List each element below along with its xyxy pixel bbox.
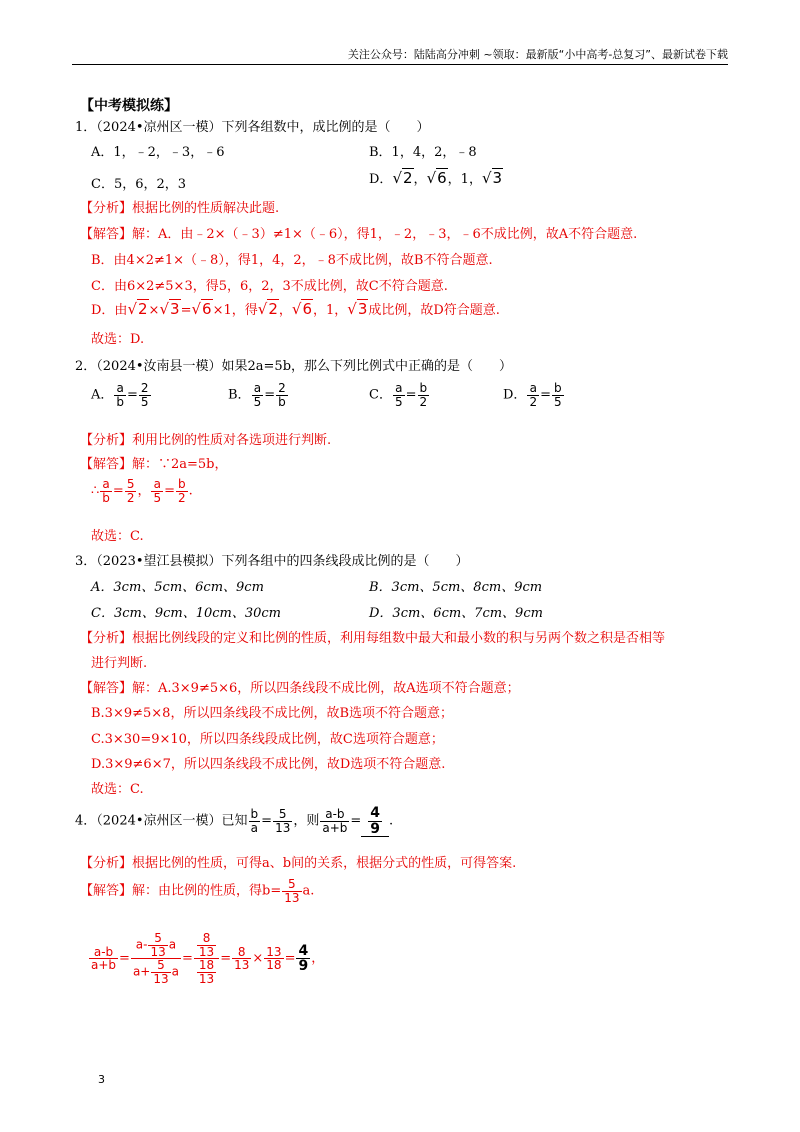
q1-solution-c: C．由6×2≠5×3，得5，6，2，3不成比例，故C不符合题意. xyxy=(91,279,448,294)
q3-solution-a: 【解答】解：A.3×9≠5×6，所以四条线段不成比例，故A选项不符合题意； xyxy=(80,681,520,696)
q4-stem: 4．（2024•凉州区一模）已知 $\frac{b}{a}$ = $\frac{5}{13}$ ，则 $\frac{a-b}{a+b}$ = $\frac{4}{9}$ . xyxy=(75,805,394,837)
q3-option-c: C．3cm、9cm、10cm、30cm xyxy=(91,606,282,621)
q3-analysis-line1: 【分析】根据比例线段的定义和比例的性质，利用每组数中最大和最小数的积与另两个数之积是否相等 xyxy=(80,631,666,646)
q1-solution-b: B．由4×2≠1×（﹣8），得1，4，2，﹣8不成比例，故B不符合题意. xyxy=(91,253,493,268)
q1-stem: 1．（2024•凉州区一模）下列各组数中，成比例的是（ ） xyxy=(75,120,430,135)
q2-answer: 故选：C. xyxy=(91,529,144,544)
page-number: 3 xyxy=(98,1073,105,1086)
q3-analysis-line2: 进行判断. xyxy=(91,656,148,671)
q3-option-b: B．3cm、5cm、8cm、9cm xyxy=(369,580,543,595)
q1-option-c: C．5，6，2，3 xyxy=(91,177,187,192)
q2-solution: 【解答】解：∵2a=5b， xyxy=(80,457,228,472)
q1-analysis: 【分析】根据比例的性质解决此题. xyxy=(80,201,280,216)
q2-option-c: C． $\frac{a}{5}$ = $\frac{b}{2}$ xyxy=(369,381,428,409)
q4-equation: $\frac{a-b}{a+b}$ = a- $\frac{5}{13}$ a a+ $\frac{5}{13}$ a = $\frac{\frac{8}{13}}{\frac{18}{13}}$ = $\frac{8}{13}$ × $\frac{13}{18}$ = $\frac{4}{9}$ ， xyxy=(91,931,325,986)
q1-answer: 故选：D. xyxy=(91,332,145,347)
q1-solution-d: D．由√2×√3=√6×1，得√2，√6，1，√3成比例，故D符合题意. xyxy=(91,300,500,318)
q3-option-a: A．3cm、5cm、6cm、9cm xyxy=(91,580,264,595)
q1-option-b: B．1，4，2，﹣8 xyxy=(369,145,477,160)
q2-analysis: 【分析】利用比例的性质对各选项进行判断. xyxy=(80,433,332,448)
page-header: 关注公众号：陆陆高分冲刺 ~领取：最新版“小中高考-总复习”、最新试卷下载 xyxy=(347,48,728,61)
q2-option-a: A． $\frac{a}{b}$ = $\frac{2}{5}$ xyxy=(91,381,149,409)
q3-option-d: D．3cm、6cm、7cm、9cm xyxy=(369,606,543,621)
q2-solution-fractions: ∴ $\frac{a}{b}$ = $\frac{5}{2}$ ， $\frac{a}{5}$ = $\frac{b}{2}$ . xyxy=(91,477,193,505)
q3-answer: 故选：C. xyxy=(91,782,144,797)
header-rule xyxy=(72,64,728,65)
q1-solution-a: 【解答】解：A．由﹣2×（﹣3）≠1×（﹣6），得1，﹣2，﹣3，﹣6不成比例，故A不符合题意. xyxy=(80,227,638,242)
q3-solution-d: D.3×9≠6×7，所以四条线段不成比例，故D选项不符合题意. xyxy=(91,757,446,772)
q4-solution: 【解答】解：由比例的性质，得b= $\frac{5}{13}$ a. xyxy=(80,877,315,905)
q3-solution-b: B.3×9≠5×8，所以四条线段不成比例，故B选项不符合题意； xyxy=(91,706,454,721)
q2-option-d: D． $\frac{a}{2}$ = $\frac{b}{5}$ xyxy=(503,381,562,409)
q1-option-d: D．√2，√6，1，√3 xyxy=(369,169,503,187)
q2-option-b: B． $\frac{a}{5}$ = $\frac{2}{b}$ xyxy=(228,381,286,409)
q3-solution-c: C.3×30=9×10，所以四条线段成比例，故C选项符合题意； xyxy=(91,732,444,747)
q1-option-a: A．1，﹣2，﹣3，﹣6 xyxy=(91,145,225,160)
q4-analysis: 【分析】根据比例的性质，可得a、b间的关系，根据分式的性质，可得答案. xyxy=(80,856,517,871)
q3-stem: 3．（2023•望江县模拟）下列各组中的四条线段成比例的是（ ） xyxy=(75,554,469,569)
q2-stem: 2．（2024•汝南县一模）如果2a=5b，那么下列比例式中正确的是（ ） xyxy=(75,359,513,374)
section-title: 【中考模拟练】 xyxy=(80,98,178,114)
